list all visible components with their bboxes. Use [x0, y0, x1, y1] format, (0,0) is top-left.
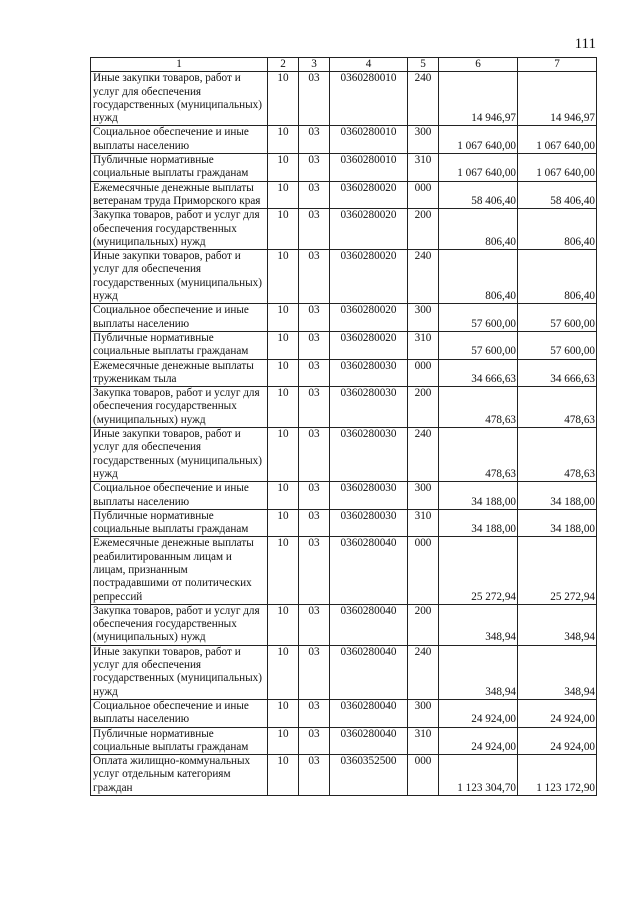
page-number: 111	[574, 36, 596, 52]
amount-col-6: 57 600,00	[439, 331, 518, 359]
target-article-code: 0360280040	[330, 604, 408, 645]
table-row	[91, 727, 597, 755]
amount-col-6: 57 600,00	[439, 304, 518, 332]
target-article-code: 0360280020	[330, 331, 408, 359]
header-row	[91, 58, 597, 72]
table-row	[91, 304, 597, 332]
table-row	[91, 181, 597, 209]
target-article-code: 0360280040	[330, 537, 408, 604]
expense-type-code: 200	[408, 209, 439, 250]
subsection-code: 03	[299, 126, 330, 154]
expense-type-code: 310	[408, 154, 439, 182]
amount-col-7: 348,94	[518, 645, 597, 699]
expense-type-code: 310	[408, 509, 439, 537]
row-name: Ежемесячные денежные выплаты труженикам тыла	[91, 359, 268, 387]
target-article-code: 0360280020	[330, 209, 408, 250]
amount-col-7: 24 924,00	[518, 727, 597, 755]
amount-col-7: 478,63	[518, 428, 597, 482]
section-code: 10	[268, 304, 299, 332]
row-name: Ежемесячные денежные выплаты ветеранам труда Приморского края	[91, 181, 268, 209]
section-code: 10	[268, 126, 299, 154]
table-row	[91, 331, 597, 359]
amount-col-6: 25 272,94	[439, 537, 518, 604]
subsection-code: 03	[299, 755, 330, 796]
target-article-code: 0360280030	[330, 428, 408, 482]
amount-col-6: 478,63	[439, 428, 518, 482]
amount-col-7: 34 188,00	[518, 509, 597, 537]
table-row	[91, 537, 597, 604]
subsection-code: 03	[299, 699, 330, 727]
section-code: 10	[268, 181, 299, 209]
amount-col-7: 348,94	[518, 604, 597, 645]
amount-col-6: 24 924,00	[439, 699, 518, 727]
header-cell: 1	[91, 58, 268, 72]
table-row	[91, 645, 597, 699]
row-name: Публичные нормативные социальные выплаты гражданам	[91, 509, 268, 537]
expense-type-code: 200	[408, 387, 439, 428]
amount-col-6: 14 946,97	[439, 72, 518, 126]
row-name: Оплата жилищно-коммунальных услуг отдельным категориям граждан	[91, 755, 268, 796]
target-article-code: 0360280030	[330, 509, 408, 537]
target-article-code: 0360280030	[330, 482, 408, 510]
expense-type-code: 300	[408, 304, 439, 332]
target-article-code: 0360352500	[330, 755, 408, 796]
amount-col-6: 348,94	[439, 604, 518, 645]
amount-col-7: 25 272,94	[518, 537, 597, 604]
row-name: Публичные нормативные социальные выплаты гражданам	[91, 154, 268, 182]
section-code: 10	[268, 645, 299, 699]
amount-col-6: 34 188,00	[439, 509, 518, 537]
amount-col-6: 58 406,40	[439, 181, 518, 209]
expense-type-code: 240	[408, 428, 439, 482]
target-article-code: 0360280010	[330, 72, 408, 126]
subsection-code: 03	[299, 331, 330, 359]
section-code: 10	[268, 154, 299, 182]
row-name: Публичные нормативные социальные выплаты гражданам	[91, 727, 268, 755]
amount-col-6: 1 123 304,70	[439, 755, 518, 796]
row-name: Закупка товаров, работ и услуг для обеспечения государственных (муниципальных) нужд	[91, 209, 268, 250]
row-name: Иные закупки товаров, работ и услуг для обеспечения государственных (муниципальных) нужд	[91, 250, 268, 304]
row-name: Иные закупки товаров, работ и услуг для обеспечения государственных (муниципальных) нужд	[91, 645, 268, 699]
table-row	[91, 604, 597, 645]
expense-type-code: 240	[408, 72, 439, 126]
section-code: 10	[268, 209, 299, 250]
subsection-code: 03	[299, 645, 330, 699]
table-row	[91, 72, 597, 126]
amount-col-6: 1 067 640,00	[439, 126, 518, 154]
target-article-code: 0360280010	[330, 126, 408, 154]
expense-type-code: 000	[408, 537, 439, 604]
amount-col-7: 806,40	[518, 209, 597, 250]
expense-type-code: 300	[408, 699, 439, 727]
amount-col-6: 1 067 640,00	[439, 154, 518, 182]
section-code: 10	[268, 604, 299, 645]
amount-col-6: 34 666,63	[439, 359, 518, 387]
row-name: Социальное обеспечение и иные выплаты населению	[91, 482, 268, 510]
target-article-code: 0360280040	[330, 727, 408, 755]
header-cell: 2	[268, 58, 299, 72]
row-name: Ежемесячные денежные выплаты реабилитированным лицам и лицам, признанным пострадавшими от политических репрессий	[91, 537, 268, 604]
section-code: 10	[268, 727, 299, 755]
target-article-code: 0360280020	[330, 250, 408, 304]
subsection-code: 03	[299, 250, 330, 304]
amount-col-7: 806,40	[518, 250, 597, 304]
expense-type-code: 310	[408, 727, 439, 755]
table-row	[91, 209, 597, 250]
amount-col-6: 478,63	[439, 387, 518, 428]
amount-col-7: 1 123 172,90	[518, 755, 597, 796]
amount-col-6: 806,40	[439, 209, 518, 250]
target-article-code: 0360280030	[330, 359, 408, 387]
section-code: 10	[268, 537, 299, 604]
expense-type-code: 000	[408, 359, 439, 387]
table-row	[91, 359, 597, 387]
amount-col-7: 1 067 640,00	[518, 126, 597, 154]
subsection-code: 03	[299, 387, 330, 428]
section-code: 10	[268, 359, 299, 387]
section-code: 10	[268, 755, 299, 796]
subsection-code: 03	[299, 482, 330, 510]
row-name: Социальное обеспечение и иные выплаты населению	[91, 304, 268, 332]
row-name: Закупка товаров, работ и услуг для обеспечения государственных (муниципальных) нужд	[91, 387, 268, 428]
subsection-code: 03	[299, 304, 330, 332]
expense-type-code: 000	[408, 755, 439, 796]
row-name: Иные закупки товаров, работ и услуг для обеспечения государственных (муниципальных) нужд	[91, 72, 268, 126]
subsection-code: 03	[299, 72, 330, 126]
amount-col-7: 34 188,00	[518, 482, 597, 510]
section-code: 10	[268, 482, 299, 510]
expense-type-code: 200	[408, 604, 439, 645]
header-cell: 6	[439, 58, 518, 72]
target-article-code: 0360280010	[330, 154, 408, 182]
section-code: 10	[268, 428, 299, 482]
subsection-code: 03	[299, 727, 330, 755]
row-name: Закупка товаров, работ и услуг для обеспечения государственных (муниципальных) нужд	[91, 604, 268, 645]
subsection-code: 03	[299, 209, 330, 250]
target-article-code: 0360280020	[330, 304, 408, 332]
target-article-code: 0360280040	[330, 699, 408, 727]
subsection-code: 03	[299, 537, 330, 604]
header-cell: 3	[299, 58, 330, 72]
expense-type-code: 240	[408, 645, 439, 699]
amount-col-7: 1 067 640,00	[518, 154, 597, 182]
subsection-code: 03	[299, 604, 330, 645]
table-row	[91, 250, 597, 304]
amount-col-7: 24 924,00	[518, 699, 597, 727]
amount-col-7: 57 600,00	[518, 331, 597, 359]
expense-type-code: 300	[408, 482, 439, 510]
table-row	[91, 509, 597, 537]
subsection-code: 03	[299, 359, 330, 387]
table-row	[91, 482, 597, 510]
target-article-code: 0360280030	[330, 387, 408, 428]
section-code: 10	[268, 72, 299, 126]
amount-col-7: 57 600,00	[518, 304, 597, 332]
table-row	[91, 154, 597, 182]
section-code: 10	[268, 387, 299, 428]
table-row	[91, 755, 597, 796]
row-name: Публичные нормативные социальные выплаты гражданам	[91, 331, 268, 359]
section-code: 10	[268, 699, 299, 727]
header-cell: 5	[408, 58, 439, 72]
subsection-code: 03	[299, 428, 330, 482]
expense-type-code: 310	[408, 331, 439, 359]
expense-type-code: 240	[408, 250, 439, 304]
amount-col-7: 478,63	[518, 387, 597, 428]
target-article-code: 0360280040	[330, 645, 408, 699]
section-code: 10	[268, 509, 299, 537]
expense-type-code: 300	[408, 126, 439, 154]
table-row	[91, 126, 597, 154]
row-name: Социальное обеспечение и иные выплаты населению	[91, 126, 268, 154]
amount-col-7: 14 946,97	[518, 72, 597, 126]
budget-table	[90, 57, 597, 796]
subsection-code: 03	[299, 181, 330, 209]
expense-type-code: 000	[408, 181, 439, 209]
row-name: Социальное обеспечение и иные выплаты населению	[91, 699, 268, 727]
amount-col-7: 58 406,40	[518, 181, 597, 209]
table-row	[91, 428, 597, 482]
table-row	[91, 387, 597, 428]
section-code: 10	[268, 331, 299, 359]
row-name: Иные закупки товаров, работ и услуг для обеспечения государственных (муниципальных) нужд	[91, 428, 268, 482]
amount-col-6: 348,94	[439, 645, 518, 699]
section-code: 10	[268, 250, 299, 304]
subsection-code: 03	[299, 509, 330, 537]
amount-col-6: 24 924,00	[439, 727, 518, 755]
amount-col-6: 806,40	[439, 250, 518, 304]
header-cell: 4	[330, 58, 408, 72]
subsection-code: 03	[299, 154, 330, 182]
header-cell: 7	[518, 58, 597, 72]
amount-col-6: 34 188,00	[439, 482, 518, 510]
target-article-code: 0360280020	[330, 181, 408, 209]
table-row	[91, 699, 597, 727]
amount-col-7: 34 666,63	[518, 359, 597, 387]
